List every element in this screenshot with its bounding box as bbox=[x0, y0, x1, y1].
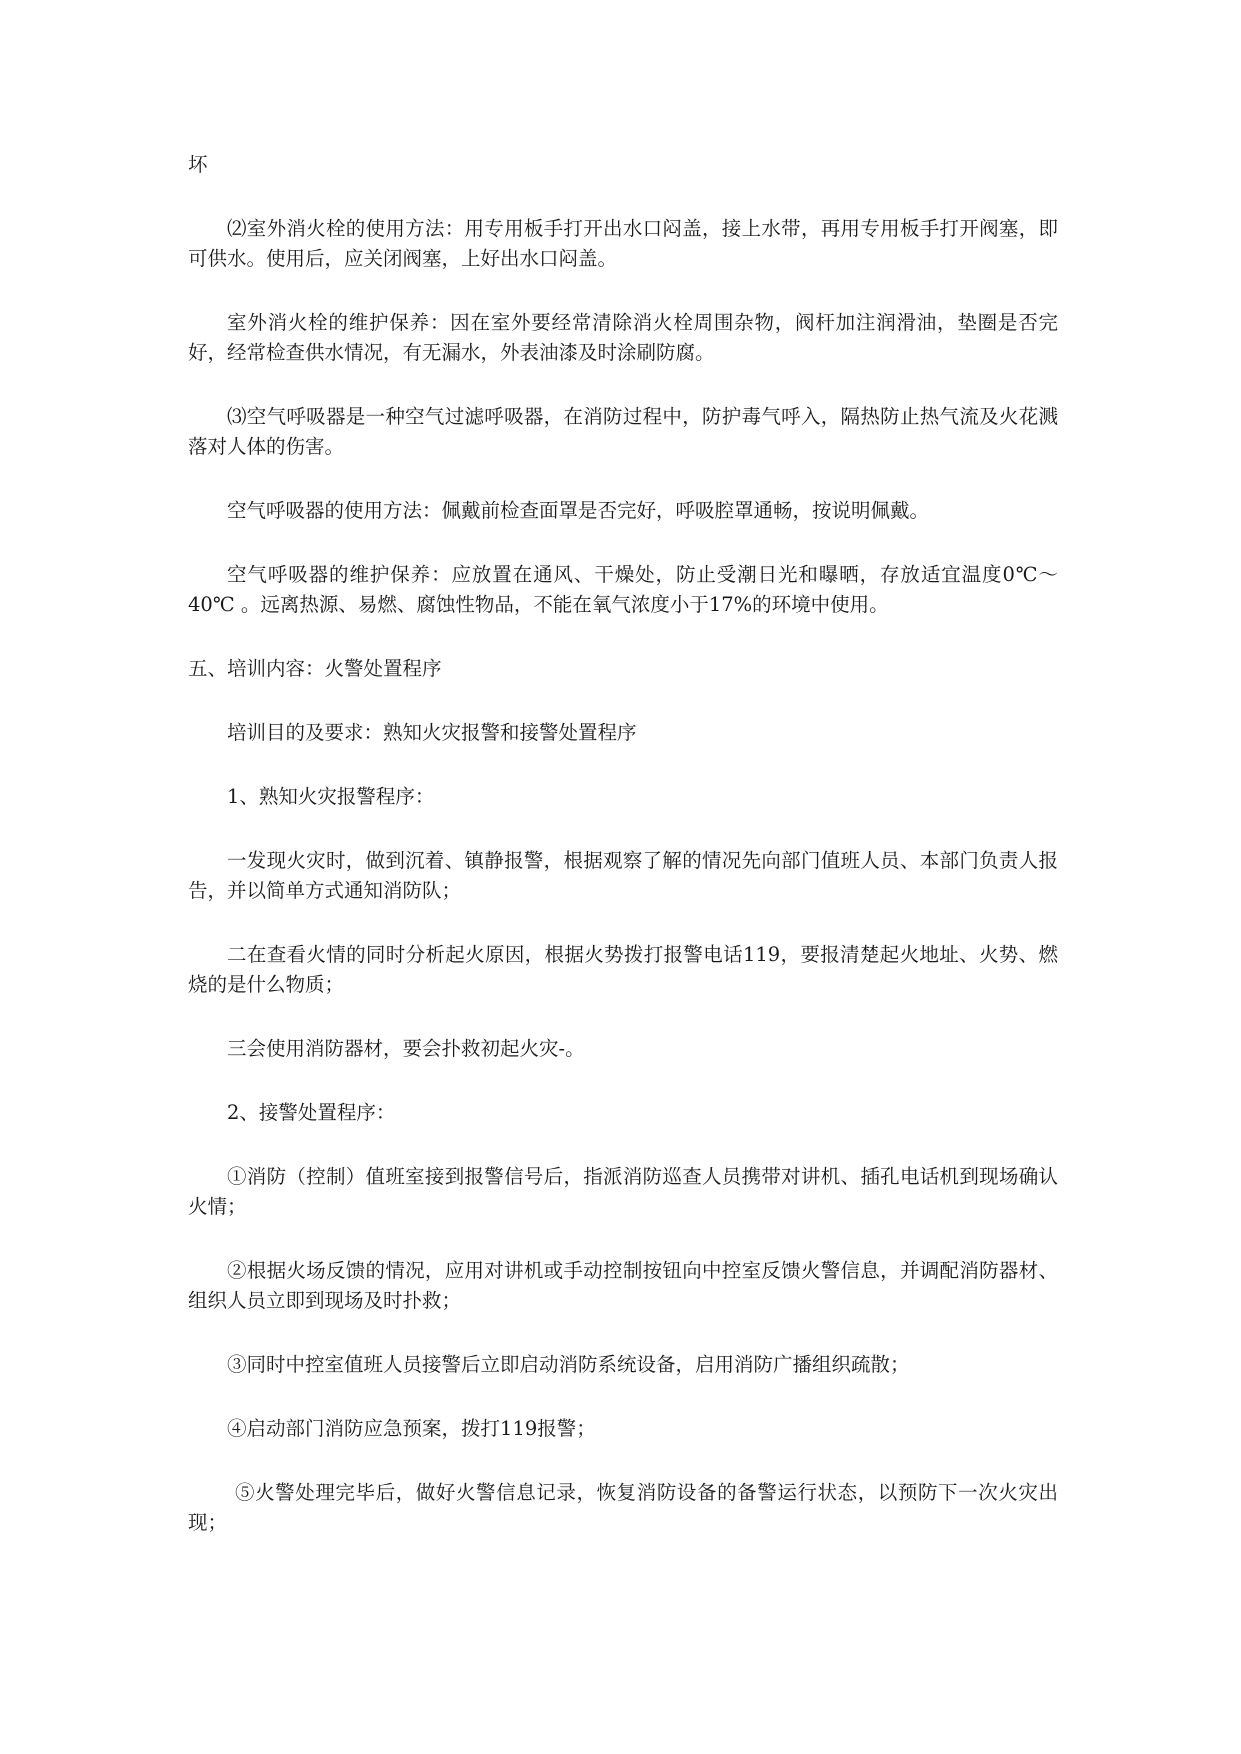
paragraph-outdoor-hydrant-usage: ⑵室外消火栓的使用方法：用专用板手打开出水口闷盖，接上水带，再用专用板手打开阀塞，即可供水。使用后，应关闭阀塞，上好出水口闷盖。 bbox=[188, 217, 1058, 270]
paragraph-report-step-2: 二在查看火情的同时分析起火原因，根据火势拨打报警电话119，要报清楚起火地址、火势、燃烧的是什么物质； bbox=[188, 943, 1058, 996]
paragraph-training-goal: 培训目的及要求：熟知火灾报警和接警处置程序 bbox=[227, 721, 637, 744]
paragraph-air-respirator-intro: ⑶空气呼吸器是一种空气过滤呼吸器，在消防过程中，防护毒气呼入，隔热防止热气流及火花溅落对人体的伤害。 bbox=[188, 405, 1058, 458]
paragraph-air-respirator-usage: 空气呼吸器的使用方法：佩戴前检查面罩是否完好，呼吸腔罩通畅，按说明佩戴。 bbox=[227, 499, 930, 522]
paragraph-handling-step-3: ③同时中控室值班人员接警后立即启动消防系统设备，启用消防广播组织疏散； bbox=[227, 1353, 910, 1376]
paragraph-handling-step-5: ⑤火警处理完毕后，做好火警信息记录，恢复消防设备的备警运行状态，以预防下一次火灾出现； bbox=[188, 1481, 1058, 1534]
paragraph-outdoor-hydrant-maintenance: 室外消火栓的维护保养：因在室外要经常清除消火栓周围杂物，阀杆加注润滑油，垫圈是否完好，经常检查供水情况，有无漏水，外表油漆及时涂刷防腐。 bbox=[188, 311, 1058, 364]
paragraph-air-respirator-maintenance: 空气呼吸器的维护保养：应放置在通风、干燥处，防止受潮日光和曝晒，存放适宜温度0℃～40℃ 。远离热源、易燃、腐蚀性物品，不能在氧气浓度小于17%的环境中使用。 bbox=[188, 563, 1058, 616]
paragraph-handling-step-4: ④启动部门消防应急预案，拨打119报警； bbox=[227, 1417, 596, 1440]
paragraph-report-step-1: 一发现火灾时，做到沉着、镇静报警，根据观察了解的情况先向部门值班人员、本部门负责人报告，并以简单方式通知消防队； bbox=[188, 849, 1058, 902]
paragraph-handling-step-2: ②根据火场反馈的情况，应用对讲机或手动控制按钮向中控室反馈火警信息，并调配消防器材、组织人员立即到现场及时扑救； bbox=[188, 1259, 1058, 1312]
document-body bbox=[188, 150, 1058, 1572]
section-heading-fire-alarm-procedure: 五、培训内容：火警处置程序 bbox=[188, 657, 442, 680]
subheading-fire-report-procedure: 1、熟知火灾报警程序： bbox=[227, 785, 435, 808]
paragraph-handling-step-1: ①消防（控制）值班室接到报警信号后，指派消防巡查人员携带对讲机、插孔电话机到现场确认火情； bbox=[188, 1165, 1058, 1218]
paragraph-report-step-3: 三会使用消防器材，要会扑救初起火灾-。 bbox=[227, 1037, 585, 1060]
paragraph-continuation: 坏 bbox=[188, 153, 208, 176]
subheading-alarm-handling-procedure: 2、接警处置程序： bbox=[227, 1101, 396, 1124]
